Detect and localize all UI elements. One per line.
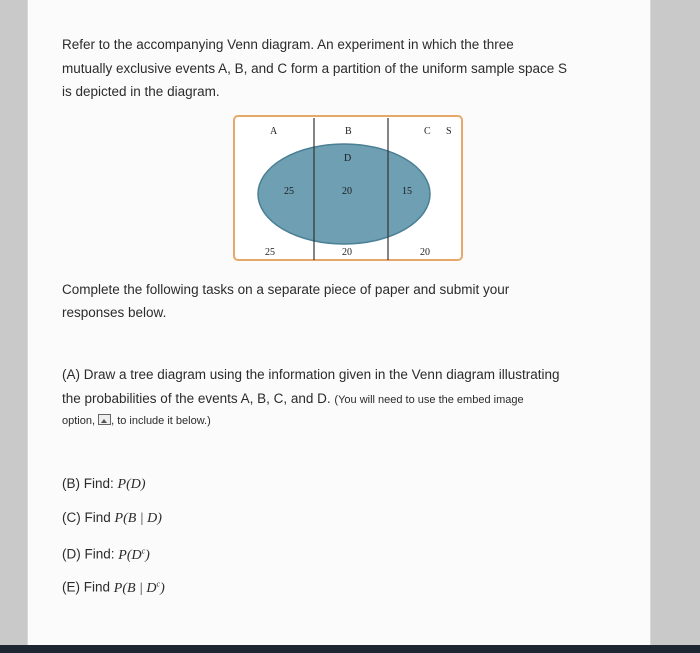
task-c-expr: P(B | D): [114, 511, 162, 526]
task-a-text: the probabilities of the events A, B, C, and D.: [62, 391, 331, 406]
task-c: [62, 507, 162, 530]
value-a-in-d: 25: [284, 186, 294, 197]
task-d: [62, 540, 150, 567]
label-s: S: [446, 126, 452, 137]
value-c-in-d: 15: [402, 186, 412, 197]
task-b-prefix: (B) Find:: [62, 476, 114, 491]
task-e: [62, 573, 165, 600]
intro-line-3: is depicted in the diagram.: [62, 84, 220, 99]
task-c-prefix: (C) Find: [62, 510, 111, 525]
intro-line-2: mutually exclusive events A, B, and C form a partition of the uniform sample space S: [62, 61, 567, 76]
task-e-prefix: (E) Find: [62, 579, 111, 595]
task-b-expr: P(D): [117, 477, 146, 492]
intro-line-1: Refer to the accompanying Venn diagram. An experiment in which the three: [62, 37, 514, 52]
task-d-close: ): [145, 547, 150, 563]
value-a-out-d: 25: [265, 247, 275, 258]
task-a-include-text: , to include it below.): [111, 415, 211, 427]
task-a-line-3: [62, 410, 211, 432]
task-d-expr: P(D: [118, 547, 142, 563]
task-e-expr: P(B | D: [113, 580, 157, 596]
value-b-in-d: 20: [342, 186, 352, 197]
value-b-out-d: 20: [342, 247, 352, 258]
value-c-out-d: 20: [420, 247, 430, 258]
label-d: D: [344, 153, 352, 164]
embed-image-icon: [98, 414, 111, 425]
label-a: A: [270, 126, 278, 137]
venn-diagram: [232, 114, 464, 269]
task-b: [62, 473, 146, 496]
task-a-line-2: [62, 388, 524, 411]
task-e-close: ): [160, 580, 165, 596]
label-c: C: [424, 126, 431, 137]
label-b: B: [345, 126, 352, 137]
task-d-prefix: (D) Find:: [62, 546, 115, 562]
task-e-sup: c: [156, 579, 161, 588]
task-a-note: (You will need to use the embed image: [334, 394, 524, 406]
tasks-intro-line-2: responses below.: [62, 305, 167, 320]
task-d-sup: c: [141, 546, 146, 555]
task-a-option-text: option,: [62, 415, 96, 427]
tasks-intro-line-1: Complete the following tasks on a separate piece of paper and submit your: [62, 282, 510, 297]
task-a-line-1: (A) Draw a tree diagram using the information given in the Venn diagram illustrating: [62, 367, 560, 382]
taskbar: [0, 645, 700, 653]
